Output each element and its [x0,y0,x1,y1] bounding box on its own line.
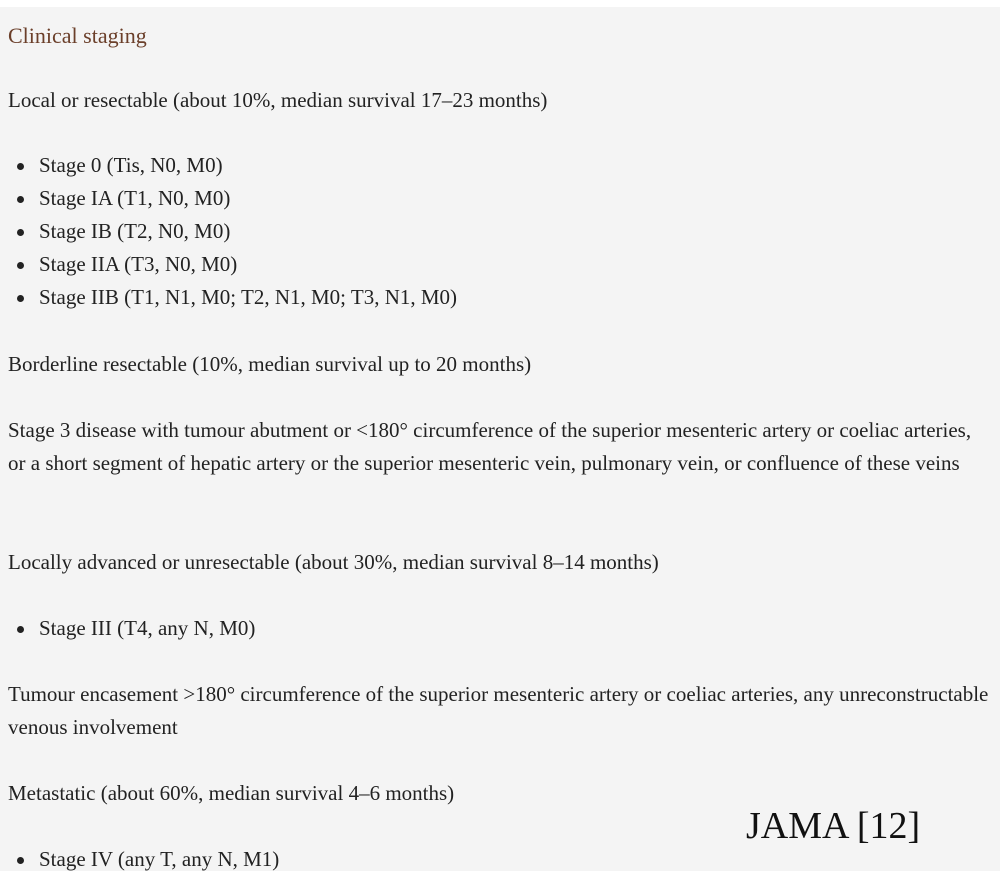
borderline-description: Stage 3 disease with tumour abutment or <180° circumference of the superior mesenteric artery or coeliac arteries, or a short segment of hepatic artery or the superior mesenteric vein, pulmonary vein, or confluence of these veins [8,418,972,475]
list-item: Stage III (T4, any N, M0) [0,612,255,645]
list-item: Stage IIA (T3, N0, M0) [0,248,457,281]
local-stage-list [0,149,457,314]
metastatic-stage-list [0,843,279,871]
section-heading: Clinical staging [8,23,147,48]
list-item: Stage IB (T2, N0, M0) [0,215,457,248]
locally-advanced-title: Locally advanced or unresectable (about 30%, median survival 8–14 months) [8,550,659,574]
citation-label: JAMA [12] [746,805,921,847]
locally-advanced-stage-list [0,612,255,645]
list-item: Stage 0 (Tis, N0, M0) [0,149,457,182]
staging-panel [0,7,1000,871]
list-item: Stage IV (any T, any N, M1) [0,843,279,871]
list-item: Stage IIB (T1, N1, M0; T2, N1, M0; T3, N1, M0) [0,281,457,314]
local-resectable-title: Local or resectable (about 10%, median survival 17–23 months) [8,88,548,112]
metastatic-title: Metastatic (about 60%, median survival 4–6 months) [8,781,455,805]
borderline-resectable-title: Borderline resectable (10%, median survival up to 20 months) [8,352,532,376]
list-item: Stage IA (T1, N0, M0) [0,182,457,215]
locally-advanced-description: Tumour encasement >180° circumference of the superior mesenteric artery or coeliac arteries, any unreconstructable venous involvement [8,682,989,739]
